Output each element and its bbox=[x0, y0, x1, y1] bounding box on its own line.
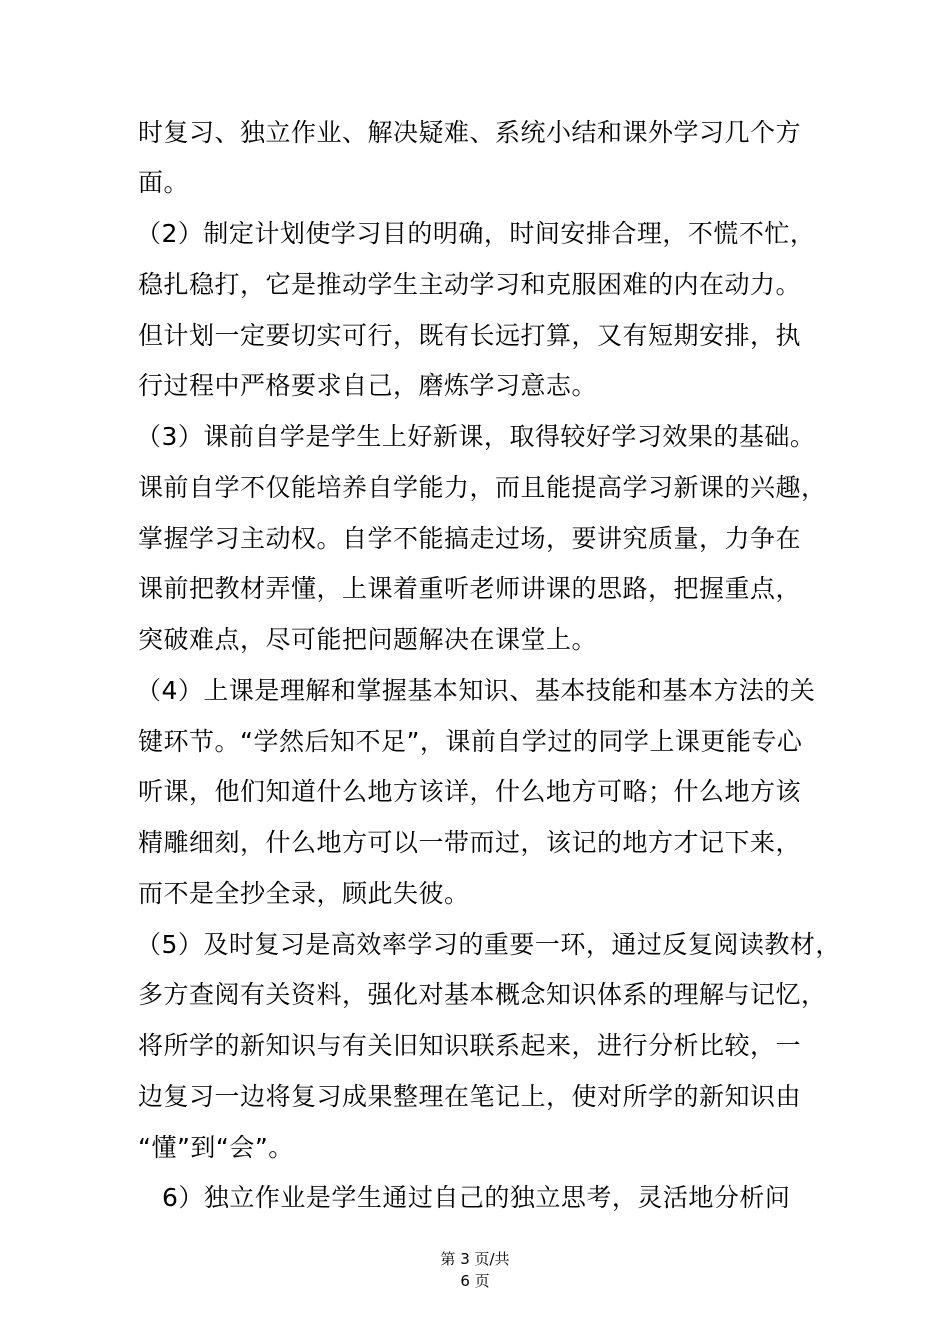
text-line: 掌握学习主动权。自学不能搞走过场，要讲究质量，力争在 bbox=[138, 524, 802, 553]
text-line: 突破难点，尽可能把问题解决在课堂上。 bbox=[138, 625, 598, 654]
text-line: 行过程中严格要求自己，磨炼学习意志。 bbox=[138, 371, 598, 400]
text-line: 边复习一边将复习成果整理在笔记上，使对所学的新知识由 bbox=[138, 1082, 802, 1111]
text-line: 时复习、独立作业、解决疑难、系统小结和课外学习几个方 bbox=[138, 118, 802, 147]
text-line: 听课，他们知道什么地方该详，什么地方可略；什么地方该 bbox=[138, 777, 802, 806]
page-number-line-2: 6 页 bbox=[460, 1272, 490, 1290]
text-line: 精雕细刻，什么地方可以一带而过，该记的地方才记下来， bbox=[138, 828, 802, 857]
text-line: 面。 bbox=[138, 168, 190, 197]
text-line: 稳扎稳打，它是推动学生主动学习和克服困难的内在动力。 bbox=[138, 270, 802, 299]
text-line: 课前自学不仅能培养自学能力，而且能提高学习新课的兴趣， bbox=[138, 473, 827, 502]
paragraph-2-start: （2）制定计划使学习目的明确，时间安排合理，不慌不忙， bbox=[136, 219, 816, 248]
paragraph-6-start: 6）独立作业是学生通过自己的独立思考，灵活地分析问 bbox=[162, 1183, 791, 1212]
paragraph-4-start: （4）上课是理解和掌握基本知识、基本技能和基本方法的关 bbox=[136, 676, 816, 705]
text-line: “懂”到“会”。 bbox=[138, 1133, 294, 1162]
page-number-line-1: 第 3 页/共 bbox=[440, 1250, 510, 1268]
text-line: 将所学的新知识与有关旧知识联系起来，进行分析比较，一 bbox=[138, 1031, 802, 1060]
paragraph-3-start: （3）课前自学是学生上好新课，取得较好学习效果的基础。 bbox=[136, 422, 816, 451]
text-line: 课前把教材弄懂，上课着重听老师讲课的思路，把握重点， bbox=[138, 574, 802, 603]
paragraph-5-start: （5）及时复习是高效率学习的重要一环，通过反复阅读教材， bbox=[136, 930, 841, 959]
text-line: 键环节。“学然后知不足”，课前自学过的同学上课更能专心 bbox=[138, 727, 803, 756]
text-line: 但计划一定要切实可行，既有长远打算，又有短期安排，执 bbox=[138, 321, 802, 350]
text-line: 而不是全抄全录，顾此失彼。 bbox=[138, 879, 470, 908]
text-line: 多方查阅有关资料，强化对基本概念知识体系的理解与记忆， bbox=[138, 980, 827, 1009]
